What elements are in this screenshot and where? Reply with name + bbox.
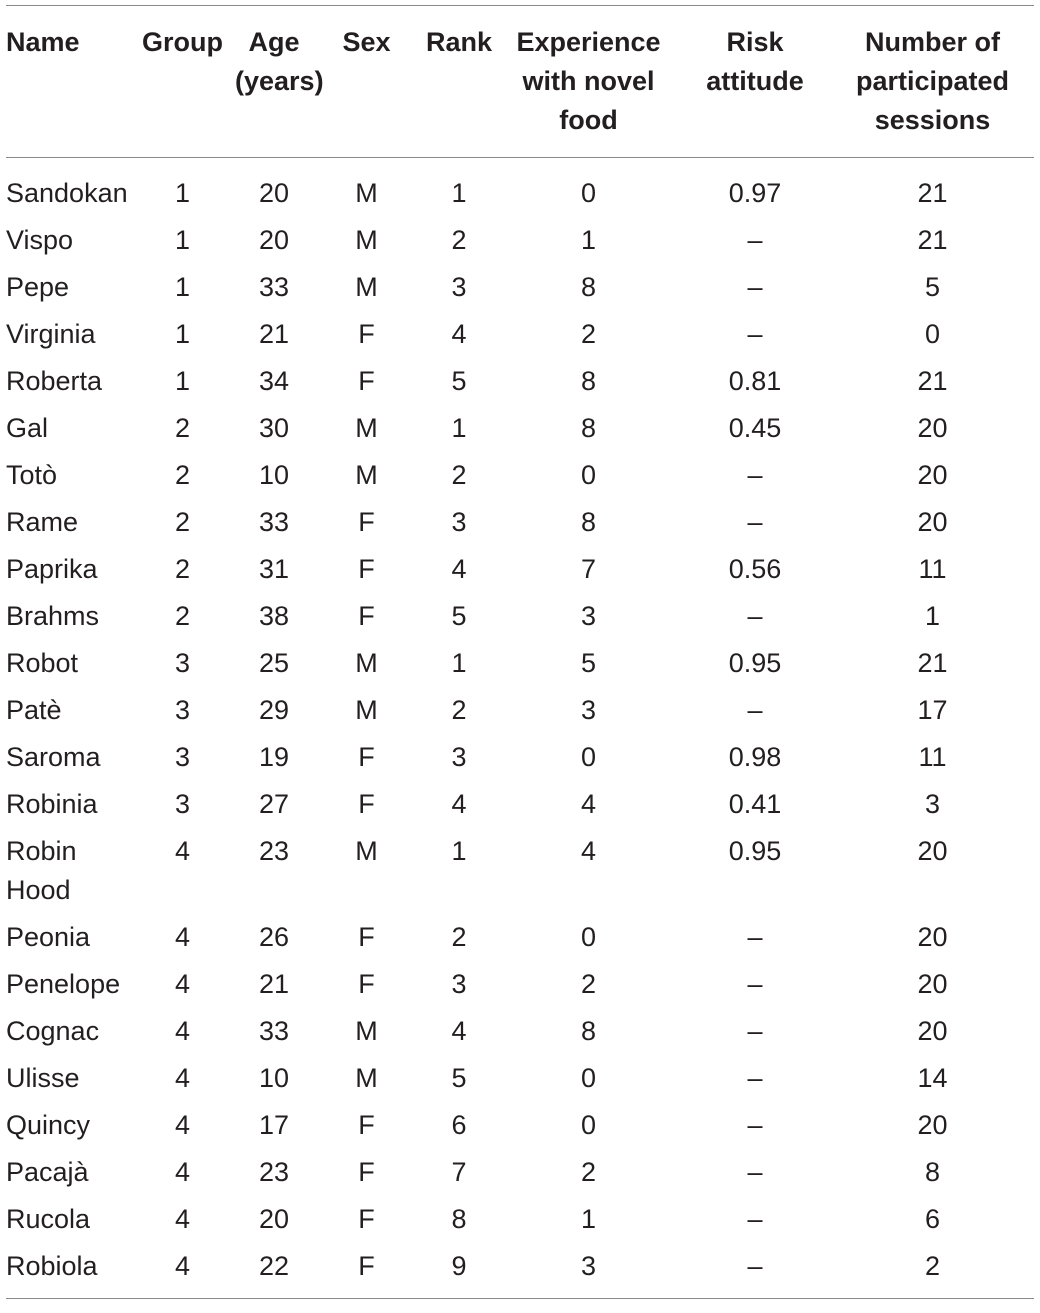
- cell-age: 21: [258, 969, 290, 999]
- cell-risk-attitude: –: [747, 319, 763, 349]
- header-row: [6, 6, 1034, 158]
- cell-rank: 2: [451, 460, 467, 490]
- table-row: [6, 405, 1034, 452]
- cell-risk-attitude: –: [747, 969, 763, 999]
- cell-group: 4: [174, 969, 191, 999]
- cell-rank: 7: [451, 1157, 467, 1187]
- cell-experience: 2: [580, 969, 597, 999]
- cell-experience: 1: [580, 225, 597, 255]
- cell-risk-attitude: –: [747, 695, 763, 725]
- cell-risk-attitude: 0.81: [728, 366, 782, 396]
- cell-name: Robin Hood: [6, 836, 77, 905]
- cell-group: 1: [174, 225, 191, 255]
- cell-name: Gal: [6, 413, 49, 443]
- header-age: Age (years): [235, 27, 324, 96]
- cell-name: Ulisse: [6, 1063, 80, 1093]
- cell-sex: F: [358, 319, 375, 349]
- cell-sex: M: [355, 1063, 378, 1093]
- cell-rank: 9: [451, 1251, 467, 1281]
- cell-age: 19: [258, 742, 290, 772]
- cell-sex: F: [358, 1157, 375, 1187]
- cell-age: 10: [258, 1063, 290, 1093]
- cell-sex: F: [358, 554, 375, 584]
- table-row: [6, 499, 1034, 546]
- cell-name: Vispo: [6, 225, 74, 255]
- cell-rank: 3: [451, 969, 467, 999]
- cell-risk-attitude: 0.45: [728, 413, 782, 443]
- cell-name: Roberta: [6, 366, 103, 396]
- cell-risk-attitude: –: [747, 1204, 763, 1234]
- cell-rank: 2: [451, 225, 467, 255]
- cell-sex: F: [358, 366, 375, 396]
- cell-experience: 0: [580, 742, 597, 772]
- cell-risk-attitude: –: [747, 1063, 763, 1093]
- cell-risk-attitude: 0.56: [728, 554, 782, 584]
- table-row: [6, 1196, 1034, 1243]
- cell-age: 33: [258, 1016, 290, 1046]
- cell-rank: 3: [451, 272, 467, 302]
- cell-risk-attitude: 0.97: [728, 178, 782, 208]
- cell-risk-attitude: –: [747, 1016, 763, 1046]
- cell-risk-attitude: –: [747, 225, 763, 255]
- table-row: [6, 452, 1034, 499]
- cell-name: Peonia: [6, 922, 91, 952]
- cell-group: 4: [174, 1016, 191, 1046]
- cell-sex: F: [358, 1110, 375, 1140]
- cell-age: 20: [258, 1204, 290, 1234]
- cell-name: Paprika: [6, 554, 98, 584]
- cell-group: 1: [174, 366, 191, 396]
- header-sex: Sex: [342, 27, 391, 57]
- cell-experience: 3: [580, 695, 597, 725]
- cell-rank: 1: [451, 648, 467, 678]
- cell-name: Robot: [6, 648, 79, 678]
- cell-age: 20: [258, 178, 290, 208]
- cell-rank: 3: [451, 507, 467, 537]
- table-row: [6, 311, 1034, 358]
- cell-rank: 1: [451, 413, 467, 443]
- table-row: [6, 734, 1034, 781]
- cell-age: 25: [258, 648, 290, 678]
- cell-age: 33: [258, 507, 290, 537]
- cell-age: 17: [258, 1110, 290, 1140]
- cell-risk-attitude: –: [747, 1157, 763, 1187]
- table-row: [6, 1149, 1034, 1196]
- table-row: [6, 1055, 1034, 1102]
- cell-name: Patè: [6, 695, 62, 725]
- cell-rank: 2: [451, 922, 467, 952]
- cell-experience: 8: [580, 1016, 597, 1046]
- cell-group: 4: [174, 1063, 191, 1093]
- cell-experience: 7: [580, 554, 597, 584]
- cell-sex: M: [355, 1016, 378, 1046]
- cell-experience: 2: [580, 1157, 597, 1187]
- cell-name: Pacajà: [6, 1157, 89, 1187]
- table-row: [6, 546, 1034, 593]
- cell-sessions: 0: [924, 319, 941, 349]
- cell-sex: M: [355, 648, 378, 678]
- cell-rank: 6: [451, 1110, 467, 1140]
- cell-age: 34: [258, 366, 290, 396]
- cell-name: Penelope: [6, 969, 121, 999]
- cell-name: Totò: [6, 460, 58, 490]
- cell-sex: F: [358, 507, 375, 537]
- cell-sessions: 20: [917, 1016, 948, 1046]
- cell-name: Quincy: [6, 1110, 91, 1140]
- cell-sessions: 20: [917, 836, 948, 866]
- cell-risk-attitude: –: [747, 922, 763, 952]
- cell-sex: F: [358, 742, 375, 772]
- cell-name: Pepe: [6, 272, 70, 302]
- table-header: [6, 6, 1034, 158]
- cell-risk-attitude: –: [747, 460, 763, 490]
- cell-sex: M: [355, 272, 378, 302]
- cell-name: Brahms: [6, 601, 100, 631]
- cell-rank: 5: [451, 366, 467, 396]
- cell-sex: F: [358, 789, 375, 819]
- cell-sessions: 14: [917, 1063, 948, 1093]
- cell-rank: 4: [451, 319, 467, 349]
- cell-group: 2: [174, 413, 191, 443]
- cell-sessions: 21: [917, 366, 948, 396]
- cell-age: 29: [258, 695, 290, 725]
- cell-sex: M: [355, 460, 378, 490]
- cell-group: 4: [174, 1251, 191, 1281]
- cell-risk-attitude: 0.41: [728, 789, 782, 819]
- cell-age: 22: [258, 1251, 290, 1281]
- cell-age: 30: [258, 413, 290, 443]
- table-row: [6, 781, 1034, 828]
- cell-age: 21: [258, 319, 290, 349]
- cell-group: 3: [174, 648, 191, 678]
- cell-sex: M: [355, 836, 378, 866]
- cell-group: 1: [174, 319, 191, 349]
- capuchin-subjects-table: [6, 5, 1034, 1299]
- cell-sessions: 20: [917, 413, 948, 443]
- cell-sessions: 11: [918, 742, 947, 772]
- cell-sessions: 20: [917, 1110, 948, 1140]
- cell-group: 1: [174, 272, 191, 302]
- cell-age: 23: [258, 1157, 290, 1187]
- cell-sessions: 21: [917, 178, 948, 208]
- cell-sessions: 20: [917, 969, 948, 999]
- table-row: [6, 914, 1034, 961]
- cell-age: 33: [258, 272, 290, 302]
- cell-risk-attitude: –: [747, 507, 763, 537]
- cell-experience: 0: [580, 460, 597, 490]
- cell-experience: 3: [580, 601, 597, 631]
- table-row: [6, 264, 1034, 311]
- cell-rank: 3: [451, 742, 467, 772]
- cell-group: 4: [174, 922, 191, 952]
- cell-group: 3: [174, 695, 191, 725]
- cell-experience: 0: [580, 178, 597, 208]
- cell-age: 31: [258, 554, 290, 584]
- cell-rank: 1: [451, 178, 467, 208]
- cell-rank: 5: [451, 601, 467, 631]
- cell-rank: 2: [451, 695, 467, 725]
- cell-risk-attitude: –: [747, 1110, 763, 1140]
- cell-sessions: 17: [917, 695, 948, 725]
- cell-experience: 4: [580, 836, 597, 866]
- cell-group: 4: [174, 1204, 191, 1234]
- cell-sessions: 1: [924, 601, 941, 631]
- header-experience: Experience with novel food: [516, 27, 661, 135]
- cell-name: Virginia: [6, 319, 96, 349]
- cell-experience: 5: [580, 648, 597, 678]
- cell-sessions: 8: [924, 1157, 941, 1187]
- cell-sex: M: [355, 178, 378, 208]
- cell-experience: 8: [580, 366, 597, 396]
- table-row: [6, 1243, 1034, 1299]
- cell-sex: F: [358, 1204, 375, 1234]
- cell-group: 2: [174, 460, 191, 490]
- cell-sessions: 21: [917, 648, 948, 678]
- cell-group: 1: [174, 178, 191, 208]
- cell-name: Saroma: [6, 742, 101, 772]
- cell-group: 3: [174, 789, 191, 819]
- cell-experience: 8: [580, 272, 597, 302]
- cell-experience: 3: [580, 1251, 597, 1281]
- cell-risk-attitude: –: [747, 601, 763, 631]
- cell-group: 4: [174, 1157, 191, 1187]
- cell-sessions: 20: [917, 460, 948, 490]
- header-sessions: Number of participated sessions: [855, 27, 1010, 135]
- cell-age: 38: [258, 601, 290, 631]
- cell-name: Sandokan: [6, 178, 128, 208]
- cell-sessions: 21: [917, 225, 948, 255]
- header-rank: Rank: [425, 27, 493, 57]
- cell-risk-attitude: –: [747, 272, 763, 302]
- cell-sessions: 11: [918, 554, 947, 584]
- cell-group: 2: [174, 554, 191, 584]
- cell-group: 4: [174, 1110, 191, 1140]
- cell-group: 2: [174, 507, 191, 537]
- cell-group: 3: [174, 742, 191, 772]
- cell-experience: 2: [580, 319, 597, 349]
- cell-experience: 0: [580, 922, 597, 952]
- cell-age: 26: [258, 922, 290, 952]
- cell-name: Rucola: [6, 1204, 91, 1234]
- cell-name: Cognac: [6, 1016, 100, 1046]
- cell-sex: M: [355, 225, 378, 255]
- cell-rank: 4: [451, 789, 467, 819]
- cell-experience: 1: [580, 1204, 597, 1234]
- cell-sex: F: [358, 601, 375, 631]
- cell-sex: M: [355, 413, 378, 443]
- table-row: [6, 593, 1034, 640]
- cell-rank: 4: [451, 1016, 467, 1046]
- cell-sessions: 5: [924, 272, 941, 302]
- cell-sessions: 20: [917, 507, 948, 537]
- cell-sex: F: [358, 969, 375, 999]
- cell-rank: 1: [451, 836, 467, 866]
- cell-experience: 8: [580, 507, 597, 537]
- cell-sessions: 6: [924, 1204, 941, 1234]
- cell-age: 23: [258, 836, 290, 866]
- cell-sex: F: [358, 1251, 375, 1281]
- table-row: [6, 687, 1034, 734]
- table-body: [6, 158, 1034, 1299]
- table-row: [6, 358, 1034, 405]
- cell-group: 2: [174, 601, 191, 631]
- cell-rank: 5: [451, 1063, 467, 1093]
- cell-rank: 8: [451, 1204, 467, 1234]
- table-row: [6, 158, 1034, 218]
- cell-rank: 4: [451, 554, 467, 584]
- cell-sex: M: [355, 695, 378, 725]
- cell-age: 20: [258, 225, 290, 255]
- cell-experience: 8: [580, 413, 597, 443]
- cell-risk-attitude: 0.95: [728, 836, 782, 866]
- cell-name: Robiola: [6, 1251, 98, 1281]
- header-risk-attitude: Risk attitude: [706, 27, 804, 96]
- cell-sex: F: [358, 922, 375, 952]
- table-row: [6, 217, 1034, 264]
- cell-sessions: 2: [924, 1251, 941, 1281]
- cell-age: 10: [258, 460, 290, 490]
- cell-experience: 0: [580, 1063, 597, 1093]
- cell-risk-attitude: 0.98: [728, 742, 782, 772]
- cell-group: 4: [174, 836, 191, 866]
- cell-experience: 4: [580, 789, 597, 819]
- header-group: Group: [142, 27, 223, 57]
- cell-risk-attitude: –: [747, 1251, 763, 1281]
- cell-sessions: 3: [924, 789, 941, 819]
- cell-sessions: 20: [917, 922, 948, 952]
- cell-name: Robinia: [6, 789, 98, 819]
- table-row: [6, 828, 1034, 914]
- cell-name: Rame: [6, 507, 79, 537]
- table-row: [6, 1102, 1034, 1149]
- data-table-container: [6, 5, 1034, 1299]
- cell-risk-attitude: 0.95: [728, 648, 782, 678]
- table-row: [6, 640, 1034, 687]
- table-row: [6, 1008, 1034, 1055]
- cell-age: 27: [258, 789, 290, 819]
- header-name: Name: [6, 27, 80, 57]
- cell-experience: 0: [580, 1110, 597, 1140]
- table-row: [6, 961, 1034, 1008]
